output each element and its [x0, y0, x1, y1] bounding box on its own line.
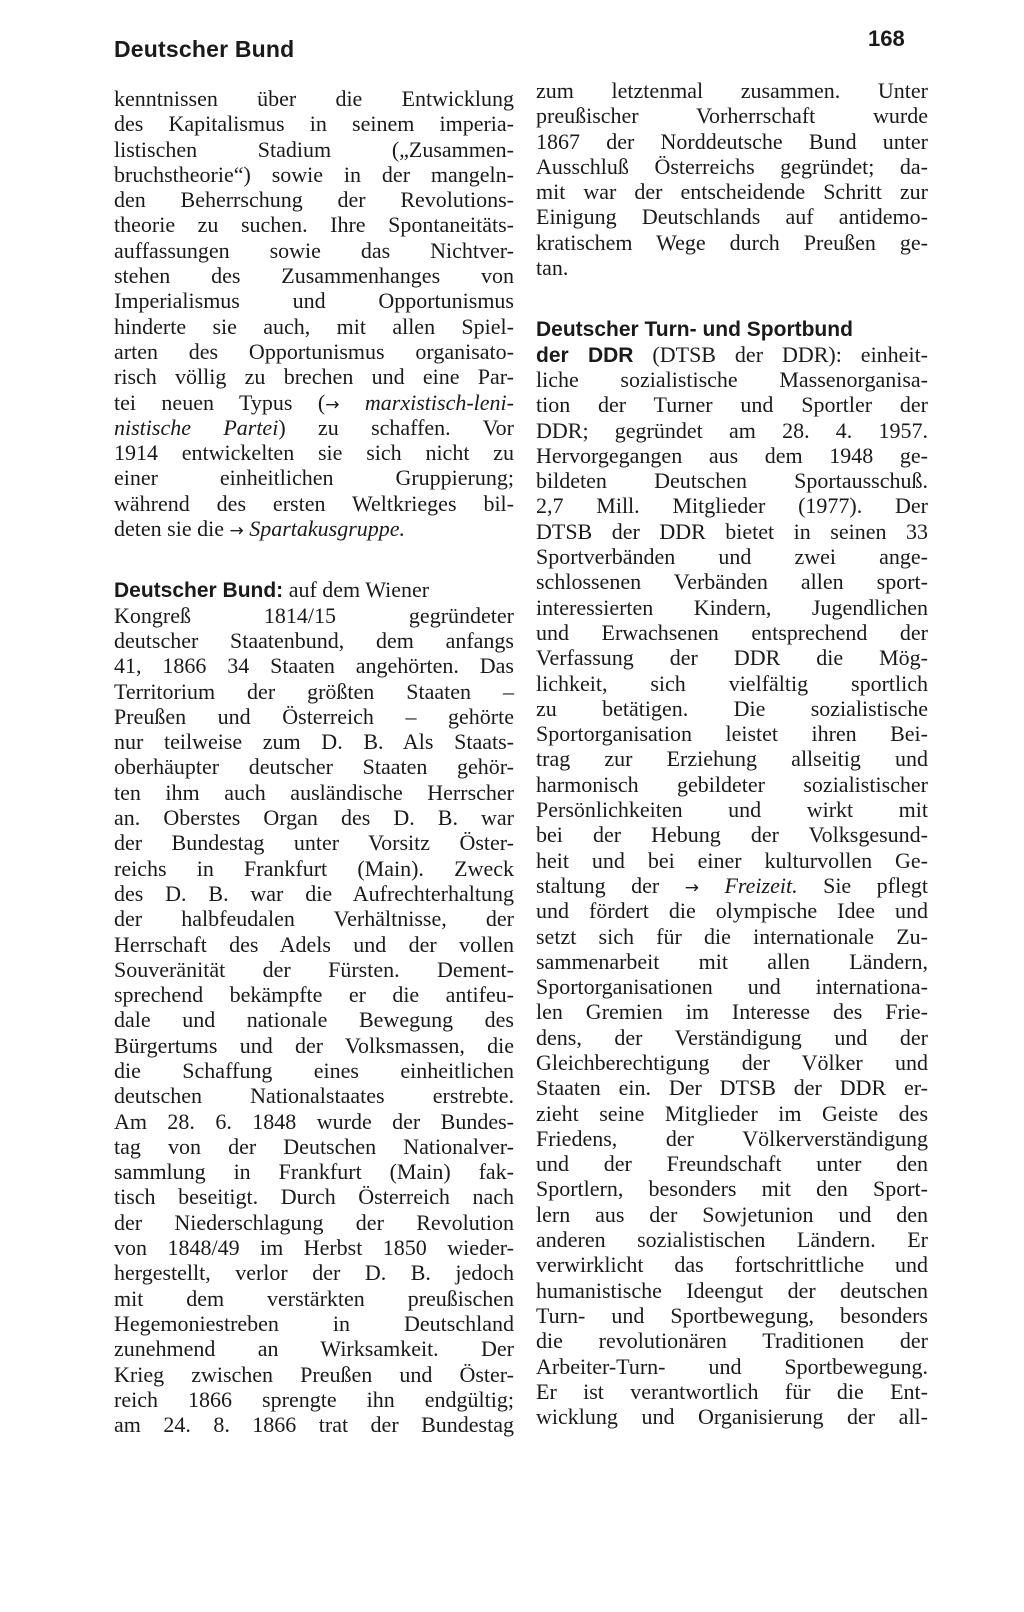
- text-line: trag zur Erziehung allseitig und: [536, 746, 928, 772]
- text-line: Turn- und Sportbewegung, besonders: [536, 1302, 928, 1328]
- text-line: die revolutionären Traditionen der: [536, 1328, 928, 1354]
- text-line: Preußen und Österreich – gehörte: [114, 703, 514, 729]
- text-line: des Kapitalismus in seinem imperia-: [114, 111, 514, 137]
- cross-reference-link[interactable]: marxistisch-leni-: [364, 389, 514, 415]
- text-line: am 24. 8. 1866 trat der Bundestag: [114, 1412, 514, 1438]
- text-fragment: auf dem Wiener: [283, 577, 430, 603]
- continuation-text: [536, 78, 928, 280]
- text-line: und Erwachsenen entsprechend der: [536, 619, 928, 645]
- text-line: Am 28. 6. 1848 wurde der Bundes-: [114, 1108, 514, 1134]
- cross-reference-link[interactable]: nistische Partei: [114, 414, 279, 440]
- text-line: oberhäupter deutscher Staaten gehör-: [114, 754, 514, 780]
- text-line: von 1848/49 im Herbst 1850 wieder-: [114, 1235, 514, 1261]
- text-line: Friedens, der Völkerverständigung: [536, 1125, 928, 1151]
- cross-reference-link[interactable]: Spartakusgruppe.: [249, 516, 406, 542]
- text-line: [114, 390, 514, 415]
- entry-headline: [536, 316, 928, 341]
- text-line: Bürgertums und der Volksmassen, die: [114, 1032, 514, 1058]
- text-line: zu betätigen. Die sozialistische: [536, 695, 928, 721]
- text-line: zum letztenmal zusammen. Unter: [536, 78, 928, 103]
- headword-dtsb: Deutscher Turn- und Sportbund: [536, 318, 853, 342]
- text-line: heit und bei einer kulturvollen Ge-: [536, 847, 928, 873]
- text-line: 2,7 Mill. Mitglieder (1977). Der: [536, 493, 928, 519]
- text-line: reichs in Frankfurt (Main). Zweck: [114, 855, 514, 881]
- text-line: einer einheitlichen Gruppierung;: [114, 465, 514, 491]
- text-line: des D. B. war die Aufrechterhaltung: [114, 880, 514, 906]
- text-line: [114, 516, 514, 541]
- text-line: 41, 1866 34 Staaten angehörten. Das: [114, 653, 514, 679]
- text-fragment: (DTSB der DDR): einheit-: [633, 341, 929, 367]
- text-line: mit dem verstärkten preußischen: [114, 1285, 514, 1311]
- text-line: DDR; gegründet am 28. 4. 1957.: [536, 417, 928, 443]
- text-line: stehen des Zusammenhanges von: [114, 263, 514, 289]
- text-line: Imperialismus und Opportunismus: [114, 288, 514, 314]
- text-line: 1867 der Norddeutsche Bund unter: [536, 128, 928, 154]
- text-fragment: Sie pflegt: [797, 872, 928, 898]
- text-line: lern aus der Sowjetunion und den: [536, 1201, 928, 1227]
- text-line: nur teilweise zum D. B. Als Staats-: [114, 729, 514, 755]
- text-line: hergestellt, verlor der D. B. jedoch: [114, 1260, 514, 1286]
- text-line: lichkeit, sich vielfältig sportlich: [536, 670, 928, 696]
- text-line: hinderte sie auch, mit allen Spiel-: [114, 313, 514, 339]
- text-line: zunehmend an Wirksamkeit. Der: [114, 1336, 514, 1362]
- text-line: die Schaffung eines einheitlichen: [114, 1057, 514, 1083]
- text-line: tan.: [536, 255, 569, 281]
- text-line: und fördert die olympische Idee und: [536, 898, 928, 924]
- text-line: bildeten Deutschen Sportausschuß.: [536, 468, 928, 494]
- entry-headline: [114, 577, 514, 602]
- running-title: Deutscher Bund: [114, 36, 295, 62]
- text-line: Staaten ein. Der DTSB der DDR er-: [536, 1075, 928, 1101]
- text-line: mit war der entscheidende Schritt zur: [536, 179, 928, 205]
- text-line: während des ersten Weltkrieges bil-: [114, 490, 514, 516]
- text-line: setzt sich für die internationale Zu-: [536, 923, 928, 949]
- text-line: wicklung und Organisierung der all-: [536, 1404, 928, 1430]
- text-line: den Beherrschung der Revolutions-: [114, 187, 514, 213]
- text-line: tag von der Deutschen Nationalver-: [114, 1133, 514, 1159]
- text-line: Herrschaft des Adels und der vollen: [114, 931, 514, 957]
- text-line: anderen sozialistischen Ländern. Er: [536, 1227, 928, 1253]
- text-fragment: tei neuen Typus (: [114, 389, 326, 415]
- text-line: der Niederschlagung der Revolution: [114, 1209, 514, 1235]
- text-line: Einigung Deutschlands auf antidemo-: [536, 204, 928, 230]
- text-line: risch völlig zu brechen und eine Par-: [114, 364, 514, 390]
- text-line: Hegemoniestreben in Deutschland: [114, 1310, 514, 1336]
- entry-body-dtsb: [536, 367, 928, 873]
- entry-body-dtsb-continued: [536, 898, 928, 1429]
- text-line: Sportlern, besonders mit den Sport-: [536, 1176, 928, 1202]
- text-line: Territorium der größten Staaten –: [114, 678, 514, 704]
- text-line: Verfassung der DDR die Mög-: [536, 645, 928, 671]
- text-line: len Gremien im Interesse des Frie-: [536, 999, 928, 1025]
- text-line: verwirklicht das fortschrittliche und: [536, 1252, 928, 1278]
- text-line: nistische Partei) zu schaffen. Vor: [114, 414, 514, 440]
- cross-reference-arrow-icon: →: [229, 521, 244, 542]
- text-line: Sportorganisation leistet ihren Bei-: [536, 721, 928, 747]
- text-line: kenntnissen über die Entwicklung: [114, 86, 514, 111]
- text-line: der halbfeudalen Verhältnisse, der: [114, 906, 514, 932]
- text-line: Ausschluß Österreichs gegründet; da-: [536, 153, 928, 179]
- text-line: Sportorganisationen und internationa-: [536, 974, 928, 1000]
- left-column: [114, 86, 514, 1437]
- text-line: Arbeiter-Turn- und Sportbewegung.: [536, 1353, 928, 1379]
- text-line: tisch beseitigt. Durch Österreich nach: [114, 1184, 514, 1210]
- text-line: sammlung in Frankfurt (Main) fak-: [114, 1159, 514, 1185]
- text-line: Kongreß 1814/15 gegründeter: [114, 602, 514, 628]
- text-line: der Bundestag unter Vorsitz Öster-: [114, 830, 514, 856]
- text-line: bruchstheorie“) sowie in der mangeln-: [114, 161, 514, 187]
- text-line: Persönlichkeiten und wirkt mit: [536, 797, 928, 823]
- text-line: interessierten Kindern, Jugendlichen: [536, 594, 928, 620]
- cross-reference-link[interactable]: Freizeit.: [724, 872, 798, 898]
- text-line: sammenarbeit mit allen Ländern,: [536, 948, 928, 974]
- right-column: [536, 78, 928, 1429]
- text-line: tion der Turner und Sportler der: [536, 392, 928, 418]
- text-line: Hervorgegangen aus dem 1948 ge-: [536, 442, 928, 468]
- text-line: dale und nationale Bewegung des: [114, 1007, 514, 1033]
- text-line: [536, 342, 928, 367]
- text-line: preußischer Vorherrschaft wurde: [536, 103, 928, 129]
- cross-reference-arrow-icon: →: [325, 394, 340, 415]
- headword-dtsb-line2: der DDR: [536, 343, 634, 367]
- page-number: 168: [868, 26, 905, 51]
- headword-deutscher-bund: Deutscher Bund:: [114, 579, 284, 603]
- text-line: an. Oberstes Organ des D. B. war: [114, 805, 514, 831]
- entry-body-deutscher-bund: [114, 603, 514, 1438]
- text-line: ten ihm auch ausländische Herrscher: [114, 779, 514, 805]
- text-line: Krieg zwischen Preußen und Öster-: [114, 1361, 514, 1387]
- text-line: reich 1866 sprengte ihn endgültig;: [114, 1386, 514, 1412]
- text-line: kratischem Wege durch Preußen ge-: [536, 229, 928, 255]
- text-line: arten des Opportunismus organisato-: [114, 338, 514, 364]
- text-line: und der Freundschaft unter den: [536, 1151, 928, 1177]
- text-line: bei der Hebung der Volksgesund-: [536, 822, 928, 848]
- text-line: Souveränität der Fürsten. Dement-: [114, 956, 514, 982]
- text-line: auffassungen sowie das Nichtver-: [114, 237, 514, 263]
- text-line: schlossenen Verbänden allen sport-: [536, 569, 928, 595]
- text-line: deutscher Staatenbund, dem anfangs: [114, 627, 514, 653]
- text-line: liche sozialistische Massenorganisa-: [536, 366, 928, 392]
- text-line: sprechend bekämpfte er die antifeu-: [114, 982, 514, 1008]
- text-line: listischen Stadium („Zusammen-: [114, 136, 514, 162]
- text-line: [536, 873, 928, 898]
- text-line: 1914 entwickelten sie sich nicht zu: [114, 440, 514, 466]
- text-line: harmonisch gebildeter sozialistischer: [536, 771, 928, 797]
- text-line: DTSB der DDR bietet in seinen 33: [536, 518, 928, 544]
- text-line: Sportverbänden und zwei ange-: [536, 544, 928, 570]
- text-line: theorie zu suchen. Ihre Spontaneitäts-: [114, 212, 514, 238]
- text-line: Er ist verantwortlich für die Ent-: [536, 1378, 928, 1404]
- text-line: humanistische Ideengut der deutschen: [536, 1277, 928, 1303]
- text-fragment: staltung der: [536, 872, 685, 898]
- text-line: Gleichberechtigung der Völker und: [536, 1049, 928, 1075]
- cross-reference-arrow-icon: →: [684, 877, 699, 898]
- text-line: zieht seine Mitglieder im Geiste des: [536, 1100, 928, 1126]
- text-line: deutschen Nationalstaates erstrebte.: [114, 1083, 514, 1109]
- text-line: dens, der Verständigung und der: [536, 1024, 928, 1050]
- text-fragment: deten sie die: [114, 516, 230, 542]
